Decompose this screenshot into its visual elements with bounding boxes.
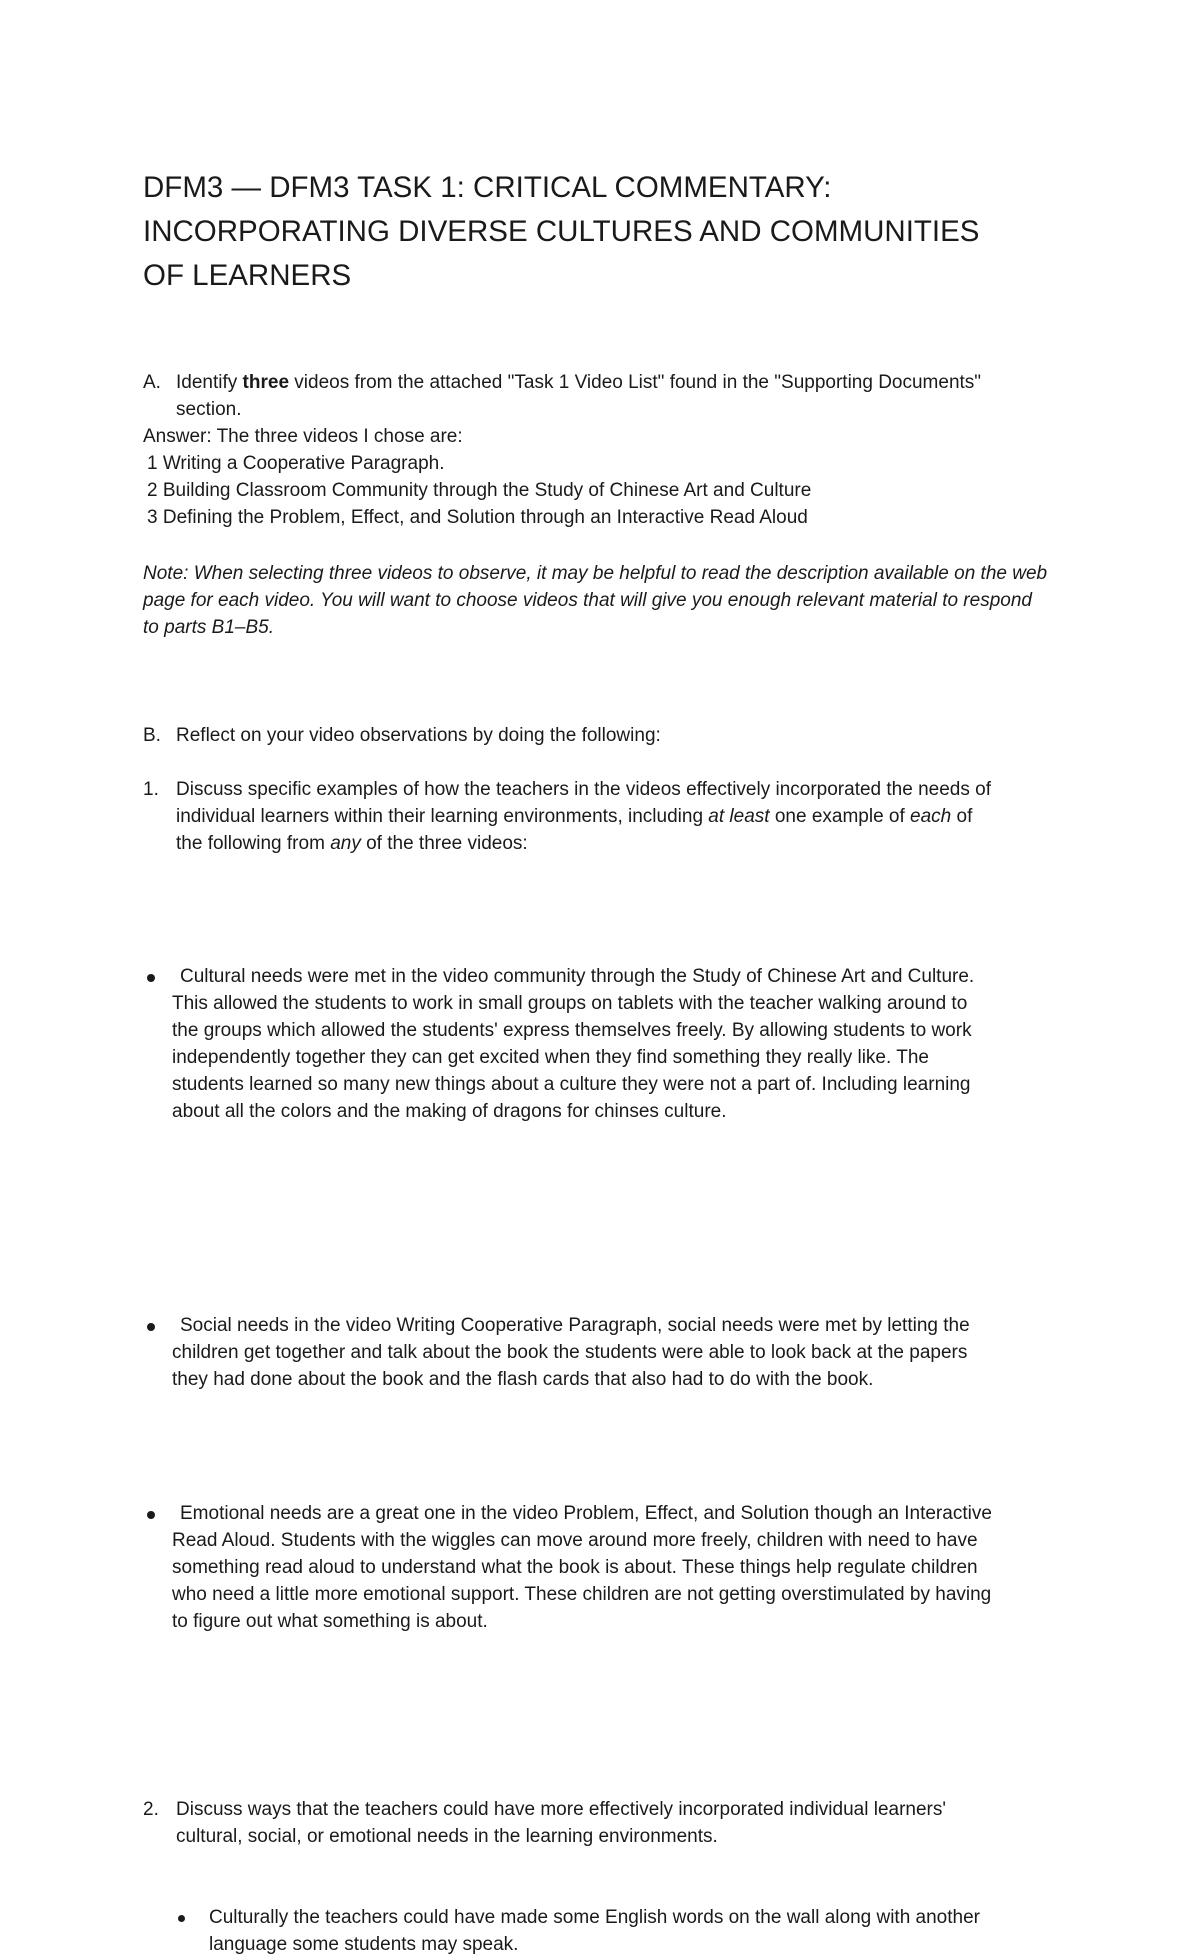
bullet-line: Read Aloud. Students with the wiggles can move around more freely, children with need to have [172, 1530, 978, 1551]
answer-video-item: 2 Building Classroom Community through the Study of Chinese Art and Culture [147, 480, 812, 501]
bullet-line: students learned so many new things about a culture they were not a part of. Including learning [172, 1074, 971, 1095]
section-a [143, 369, 1136, 423]
sub-bullet-item [143, 1904, 1169, 1958]
item-1-italic-text: any [330, 833, 361, 854]
item-1-marker: 1. [143, 779, 159, 800]
bullet-icon [147, 1323, 155, 1331]
answer-block [143, 423, 1103, 531]
note-line: to parts B1–B5. [143, 617, 274, 638]
title-line: DFM3 — DFM3 TASK 1: CRITICAL COMMENTARY: [143, 171, 832, 204]
bullet-line: the groups which allowed the students' express themselves freely. By allowing students to work [172, 1020, 972, 1041]
note-block [143, 560, 1103, 641]
bullet-icon [178, 1915, 185, 1922]
section-b [143, 722, 1136, 749]
bullet-line: independently together they can get excited when they find something they really like. The [172, 1047, 929, 1068]
bullet-line: Social needs in the video Writing Cooperative Paragraph, social needs were met by letting the [180, 1315, 970, 1336]
section-b-text: Reflect on your video observations by doing the following: [176, 725, 661, 746]
section-a-marker: A. [143, 372, 161, 393]
item-1-text: of [951, 806, 973, 827]
bullet-line: Cultural needs were met in the video community through the Study of Chinese Art and Culture. [180, 966, 975, 987]
item-2-marker: 2. [143, 1799, 159, 1820]
title-line: OF LEARNERS [143, 259, 352, 292]
bullet-item [143, 1500, 1132, 1635]
section-a-text: videos from the attached "Task 1 Video List" found in the "Supporting Documents" [289, 372, 982, 393]
title-line: INCORPORATING DIVERSE CULTURES AND COMMUNITIES [143, 215, 980, 248]
item-1 [143, 776, 1136, 857]
item-1-italic-text: at least [708, 806, 770, 827]
item-2-line: Discuss ways that the teachers could have more effectively incorporated individual learners' [176, 1799, 947, 1820]
section-b-marker: B. [143, 725, 161, 746]
bullet-item [143, 963, 1132, 1125]
bullet-line: about all the colors and the making of dragons for chinses culture. [172, 1101, 727, 1122]
sub-bullet-line: language some students may speak. [209, 1934, 519, 1955]
note-line: page for each video. You will want to choose videos that will give you enough relevant material to respond [143, 590, 1032, 611]
item-1-text: of the three videos: [360, 833, 528, 854]
item-1-line [176, 830, 1136, 857]
answer-intro: Answer: The three videos I chose are: [143, 426, 463, 447]
bullet-line: who need a little more emotional support. These children are not getting overstimulated by having [172, 1584, 992, 1605]
bullet-icon [147, 974, 155, 982]
document-title [143, 166, 1103, 298]
section-a-text: Identify [176, 372, 243, 393]
section-a-line-2: section. [176, 399, 242, 420]
item-1-text: the following from [176, 833, 331, 854]
sub-bullet-line: Culturally the teachers could have made some English words on the wall along with another [209, 1907, 980, 1928]
bullet-icon [147, 1511, 155, 1519]
section-a-bold-text: three [242, 372, 290, 393]
item-1-italic-text: each [910, 806, 952, 827]
item-1-text: one example of [769, 806, 911, 827]
bullet-item [143, 1312, 1132, 1393]
item-2-line: cultural, social, or emotional needs in the learning environments. [176, 1826, 718, 1847]
answer-video-item: 1 Writing a Cooperative Paragraph. [147, 453, 445, 474]
bullet-line: This allowed the students to work in small groups on tablets with the teacher walking around to [172, 993, 968, 1014]
bullet-line: children get together and talk about the book the students were able to look back at the papers [172, 1342, 968, 1363]
bullet-line: they had done about the book and the flash cards that also had to do with the book. [172, 1369, 874, 1390]
item-2 [143, 1796, 1136, 1850]
item-1-line: Discuss specific examples of how the teachers in the videos effectively incorporated the needs of [176, 779, 991, 800]
note-line: Note: When selecting three videos to observe, it may be helpful to read the description available on the web [143, 563, 1048, 584]
item-1-line [176, 803, 1136, 830]
answer-video-item: 3 Defining the Problem, Effect, and Solution through an Interactive Read Aloud [147, 507, 808, 528]
bullet-line: to figure out what something is about. [172, 1611, 488, 1632]
item-1-text: individual learners within their learning environments, including [176, 806, 709, 827]
bullet-line: Emotional needs are a great one in the video Problem, Effect, and Solution though an Interactive [180, 1503, 992, 1524]
bullet-line: something read aloud to understand what the book is about. These things help regulate children [172, 1557, 978, 1578]
section-a-line-1 [176, 369, 1136, 396]
